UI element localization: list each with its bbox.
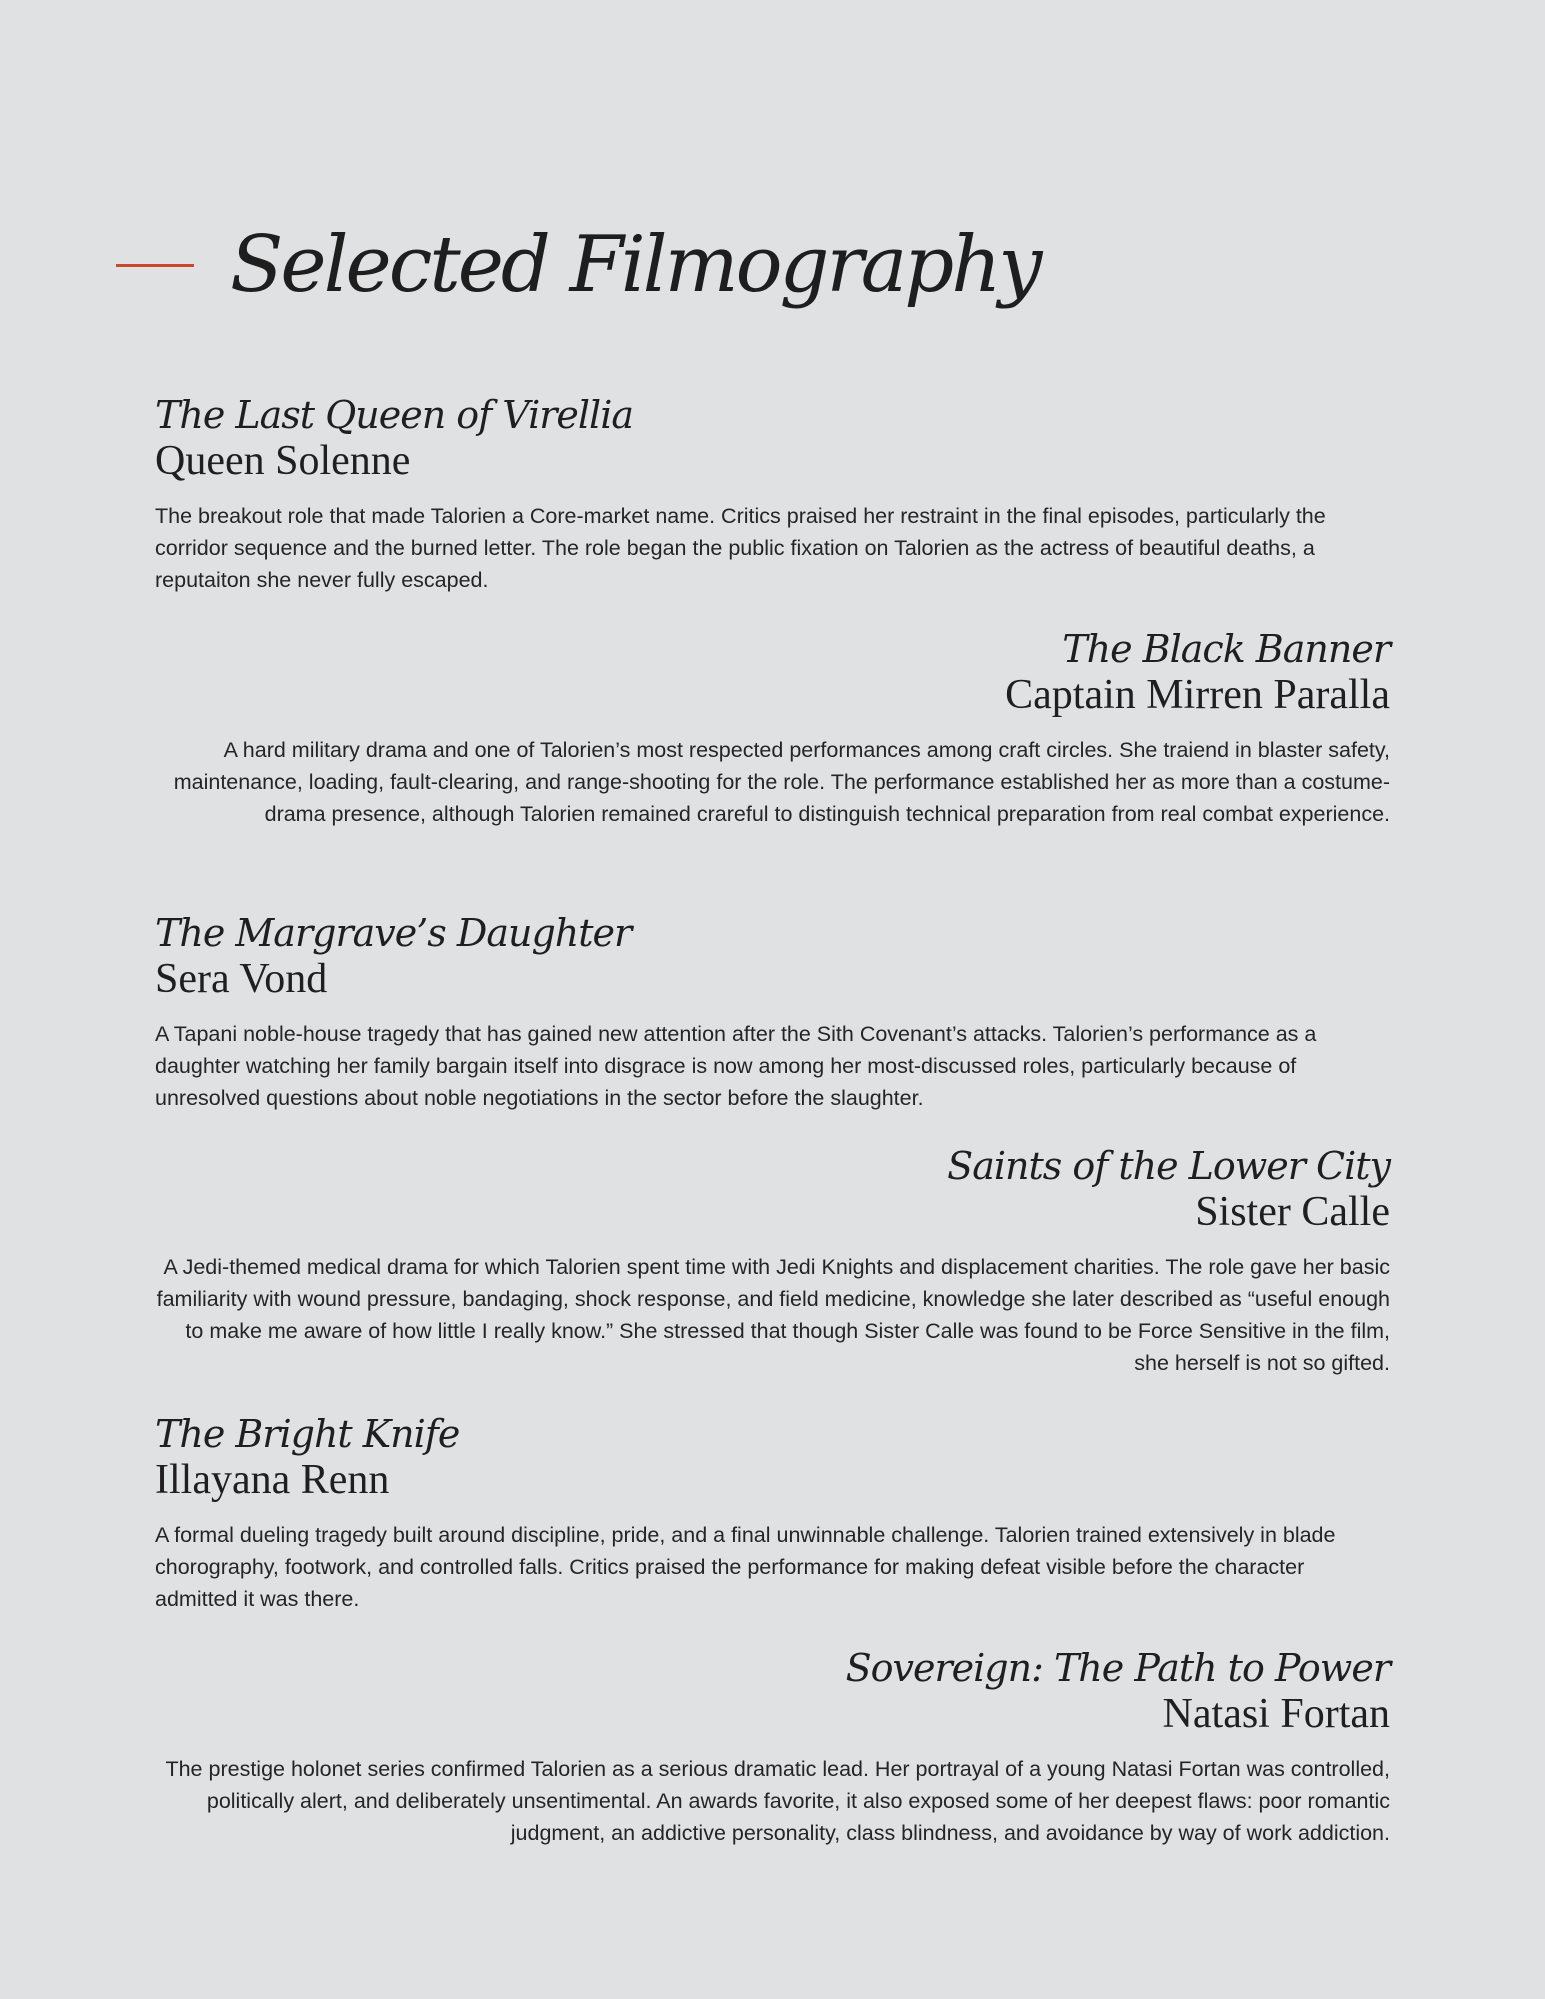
film-title: Saints of the Lower City bbox=[947, 1144, 1390, 1188]
film-description: A Jedi-themed medical drama for which Talorien spent time with Jedi Knights and displacement charities. The role gave her basic familiarity with wound pressure, bandaging, shock response, and field medicine, knowledge she later described as “useful enough to make me aware of how little I really know.” She stressed that though Sister Calle was found to be Force Sensitive in the film, she herself is not so gifted. bbox=[156, 1255, 1390, 1375]
film-description: The breakout role that made Talorien a Core-market name. Critics praised her restraint in the final episodes, particularly the corridor sequence and the burned letter. The role began the public fixation on Talorien as the actress of beautiful deaths, a reputaiton she never fully escaped. bbox=[155, 504, 1326, 592]
film-description: A Tapani noble-house tragedy that has gained new attention after the Sith Covenant’s attacks. Talorien’s performance as a daughter watching her family bargain itself into disgrace is now among her most-discussed roles, particularly because of unresolved questions about noble negotiations in the sector before the slaughter. bbox=[155, 1022, 1317, 1110]
role-name: Illayana Renn bbox=[155, 1457, 390, 1503]
film-description: The prestige holonet series confirmed Talorien as a serious dramatic lead. Her portrayal of a young Natasi Fortan was controlled, politically alert, and deliberately unsentimental. An awards favorite, it also exposed some of her deepest flaws: poor romantic judgment, an addictive personality, class blindness, and avoidance by way of work addiction. bbox=[165, 1757, 1390, 1845]
role-name: Queen Solenne bbox=[155, 438, 411, 484]
role-name: Captain Mirren Paralla bbox=[1005, 672, 1390, 718]
role-name: Sera Vond bbox=[155, 956, 328, 1002]
page-title: Selected Filmography bbox=[230, 220, 1040, 310]
film-entry bbox=[155, 1411, 1390, 1615]
film-entry bbox=[155, 392, 1390, 596]
film-title: The Last Queen of Virellia bbox=[155, 393, 634, 437]
section-heading bbox=[116, 200, 1040, 330]
film-title: The Black Banner bbox=[1062, 627, 1390, 671]
film-description: A formal dueling tragedy built around discipline, pride, and a final unwinnable challenge. Talorien trained extensively in blade chorography, footwork, and controlled falls. Critics praised the performance for making defeat visible before the character admitted it was there. bbox=[155, 1523, 1336, 1611]
role-name: Sister Calle bbox=[1195, 1189, 1390, 1235]
film-title: The Margrave’s Daughter bbox=[155, 911, 632, 955]
film-entry bbox=[155, 910, 1390, 1114]
film-description: A hard military drama and one of Talorien’s most respected performances among craft circles. She traiend in blaster safety, maintenance, loading, fault-clearing, and range-shooting for the role. The performance established her as more than a costume-drama presence, although Talorien remained crareful to distinguish technical preparation from real combat experience. bbox=[173, 738, 1390, 826]
film-entry bbox=[155, 1143, 1390, 1379]
film-title: The Bright Knife bbox=[155, 1412, 460, 1456]
role-name: Natasi Fortan bbox=[1162, 1691, 1390, 1737]
film-entry bbox=[155, 626, 1390, 830]
accent-rule bbox=[116, 264, 194, 267]
film-title: Sovereign: The Path to Power bbox=[845, 1646, 1390, 1690]
film-entry bbox=[155, 1645, 1390, 1849]
